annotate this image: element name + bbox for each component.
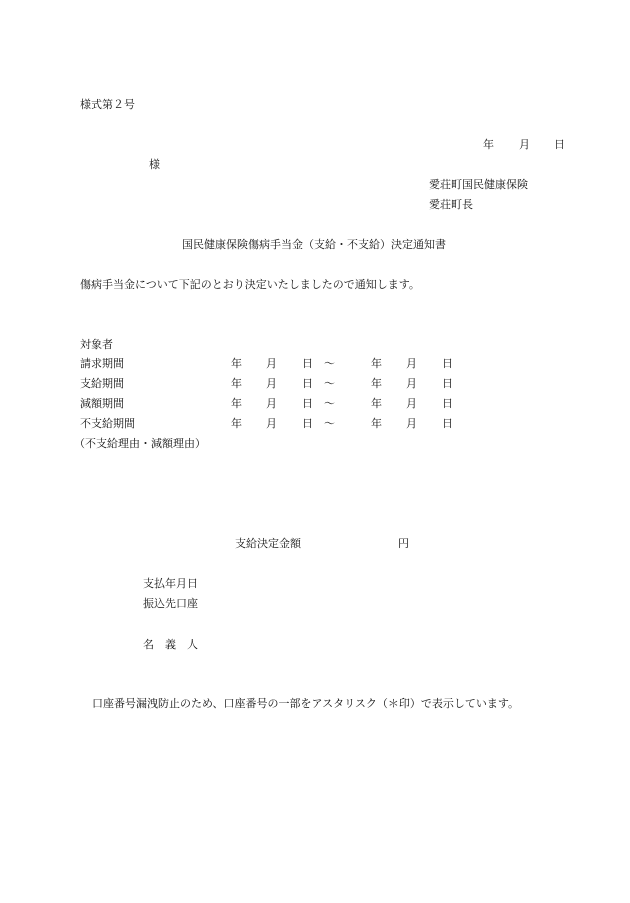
period-end-month: 月 bbox=[406, 377, 417, 390]
period-end-day: 日 bbox=[442, 397, 453, 410]
period-separator: ～ bbox=[324, 357, 335, 370]
payment-account-label: 振込先口座 bbox=[143, 597, 198, 610]
header-date-year: 年 bbox=[483, 138, 494, 151]
period-end-month: 月 bbox=[406, 397, 417, 410]
period-label: 不支給期間 bbox=[80, 417, 135, 430]
period-end-day: 日 bbox=[442, 417, 453, 430]
issuer-title: 愛荘町長 bbox=[429, 198, 473, 211]
period-end-month: 月 bbox=[406, 417, 417, 430]
document-title: 国民健康保険傷病手当金（支給・不支給）決定通知書 bbox=[182, 238, 446, 251]
period-label: 請求期間 bbox=[80, 357, 124, 370]
footer-note: 口座番号漏洩防止のため、口座番号の一部をアスタリスク（＊印）で表示しています。 bbox=[92, 697, 520, 710]
period-end-month: 月 bbox=[406, 357, 417, 370]
period-end-day: 日 bbox=[442, 377, 453, 390]
header-date-day: 日 bbox=[554, 138, 565, 151]
period-end-year: 年 bbox=[371, 377, 382, 390]
amount-unit: 円 bbox=[398, 537, 409, 550]
reason-label: （不支給理由・減額理由） bbox=[74, 437, 206, 450]
period-end-day: 日 bbox=[442, 357, 453, 370]
period-row-claim bbox=[0, 357, 630, 371]
period-start-year: 年 bbox=[231, 357, 242, 370]
period-start-day: 日 bbox=[302, 397, 313, 410]
period-start-day: 日 bbox=[302, 417, 313, 430]
period-start-day: 日 bbox=[302, 377, 313, 390]
period-start-month: 月 bbox=[266, 417, 277, 430]
period-separator: ～ bbox=[324, 377, 335, 390]
period-start-year: 年 bbox=[231, 397, 242, 410]
period-row-payment bbox=[0, 377, 630, 391]
period-start-month: 月 bbox=[266, 377, 277, 390]
recipient-suffix: 様 bbox=[149, 158, 160, 171]
issuer-office: 愛荘町国民健康保険 bbox=[429, 178, 528, 191]
period-label: 支給期間 bbox=[80, 377, 124, 390]
period-end-year: 年 bbox=[371, 417, 382, 430]
payment-date-label: 支払年月日 bbox=[143, 577, 198, 590]
header-date-month: 月 bbox=[519, 138, 530, 151]
account-holder-label: 名 義 人 bbox=[143, 638, 198, 651]
period-row-nonpayment bbox=[0, 417, 630, 431]
period-end-year: 年 bbox=[371, 397, 382, 410]
period-separator: ～ bbox=[324, 417, 335, 430]
period-start-year: 年 bbox=[231, 377, 242, 390]
period-start-month: 月 bbox=[266, 397, 277, 410]
period-separator: ～ bbox=[324, 397, 335, 410]
subject-label: 対象者 bbox=[80, 338, 113, 351]
period-start-month: 月 bbox=[266, 357, 277, 370]
period-start-year: 年 bbox=[231, 417, 242, 430]
period-end-year: 年 bbox=[371, 357, 382, 370]
intro-text: 傷病手当金について下記のとおり決定いたしましたので通知します。 bbox=[80, 278, 420, 291]
period-label: 減額期間 bbox=[80, 397, 124, 410]
amount-label: 支給決定金額 bbox=[235, 537, 301, 550]
period-row-reduction bbox=[0, 397, 630, 411]
form-number: 様式第２号 bbox=[80, 98, 135, 111]
period-start-day: 日 bbox=[302, 357, 313, 370]
